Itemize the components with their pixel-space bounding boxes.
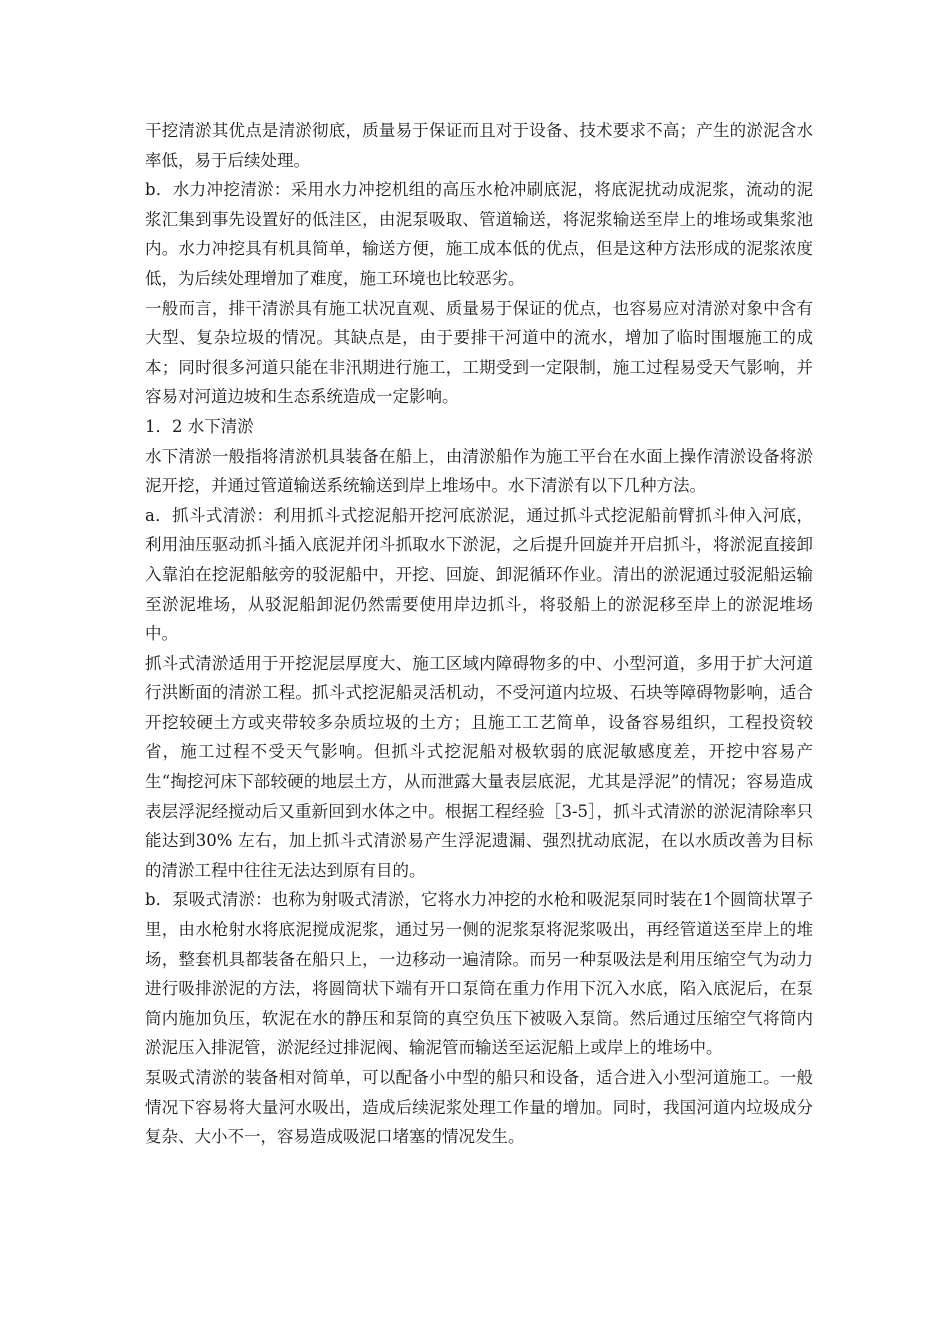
paragraph-pump-dredging-evaluation: 泵吸式清淤的装备相对简单，可以配备小中型的船只和设备，适合进入小型河道施工。一般情况下容易将大量河水吸出，造成后续泥浆处理工作量的增加。同时，我国河道内垃圾成分复杂、大小不一，容易造成吸泥口堵塞的情况发生。 — [145, 1068, 813, 1147]
section-heading-underwater-dredging: 1．2 水下清淤 — [145, 416, 254, 436]
paragraph-pump-dredging: b．泵吸式清淤：也称为射吸式清淤，它将水力冲挖的水枪和吸泥泵同时装在1个圆筒状罩子里，由水枪射水将底泥搅成泥浆，通过另一侧的泥浆泵将泥浆吸出，再经管道送至岸上的堆场，整套机具都装备在船只上，一边移动一遍清除。而另一种泵吸法是利用压缩空气为动力进行吸排淤泥的方法，将圆筒状下端有开口泵筒在重力作用下沉入水底，陷入底泥后，在泵筒内施加负压，软泥在水的静压和泵筒的真空负压下被吸入泵筒。然后通过压缩空气将筒内淤泥压入排泥管，淤泥经过排泥阀、输泥管而输送至运泥船上或岸上的堆场中。 — [145, 890, 813, 1058]
document-body — [145, 116, 813, 1152]
paragraph-drain-dredging-evaluation: 一般而言，排干清淤具有施工状况直观、质量易于保证的优点，也容易应对清淤对象中含有大型、复杂垃圾的情况。其缺点是，由于要排干河道中的流水，增加了临时围堰施工的成本；同时很多河道只能在非汛期进行施工，工期受到一定限制，施工过程易受天气影响，并容易对河道边坡和生态系统造成一定影响。 — [145, 298, 813, 407]
paragraph-grab-dredging-evaluation: 抓斗式清淤适用于开挖泥层厚度大、施工区域内障碍物多的中、小型河道，多用于扩大河道行洪断面的清淤工程。抓斗式挖泥船灵活机动，不受河道内垃圾、石块等障碍物影响，适合开挖较硬土方或夹带较多杂质垃圾的土方；且施工工艺简单，设备容易组织，工程投资较省，施工过程不受天气影响。但抓斗式挖泥船对极软弱的底泥敏感度差，开挖中容易产生“掏挖河床下部较硬的地层土方，从而泄露大量表层底泥，尤其是浮泥”的情况；容易造成表层浮泥经搅动后又重新回到水体之中。根据工程经验［3-5］，抓斗式清淤的淤泥清除率只能达到30% 左右，加上抓斗式清淤易产生浮泥遗漏、强烈扰动底泥，在以水质改善为目标的清淤工程中往往无法达到原有目的。 — [145, 653, 813, 880]
paragraph-hydraulic-dredging: b．水力冲挖清淤：采用水力冲挖机组的高压水枪冲刷底泥，将底泥扰动成泥浆，流动的泥浆汇集到事先设置好的低洼区，由泥泵吸取、管道输送，将泥浆输送至岸上的堆场或集浆池内。水力冲挖具有机具简单，输送方便，施工成本低的优点，但是这种方法形成的泥浆浓度低，为后续处理增加了难度，施工环境也比较恶劣。 — [145, 180, 813, 288]
paragraph-grab-dredging: a．抓斗式清淤：利用抓斗式挖泥船开挖河底淤泥，通过抓斗式挖泥船前臂抓斗伸入河底，利用油压驱动抓斗插入底泥并闭斗抓取水下淤泥，之后提升回旋并开启抓斗，将淤泥直接卸入靠泊在挖泥船舷旁的驳泥船中，开挖、回旋、卸泥循环作业。清出的淤泥通过驳泥船运输至淤泥堆场，从驳泥船卸泥仍然需要使用岸边抓斗，将驳船上的淤泥移至岸上的淤泥堆场中。 — [145, 505, 813, 644]
paragraph-dry-dredging-summary: 干挖清淤其优点是清淤彻底，质量易于保证而且对于设备、技术要求不高；产生的淤泥含水率低，易于后续处理。 — [145, 121, 813, 170]
paragraph-underwater-dredging-intro: 水下清淤一般指将清淤机具装备在船上，由清淤船作为施工平台在水面上操作清淤设备将淤泥开挖，并通过管道输送系统输送到岸上堆场中。水下清淤有以下几种方法。 — [145, 446, 813, 496]
